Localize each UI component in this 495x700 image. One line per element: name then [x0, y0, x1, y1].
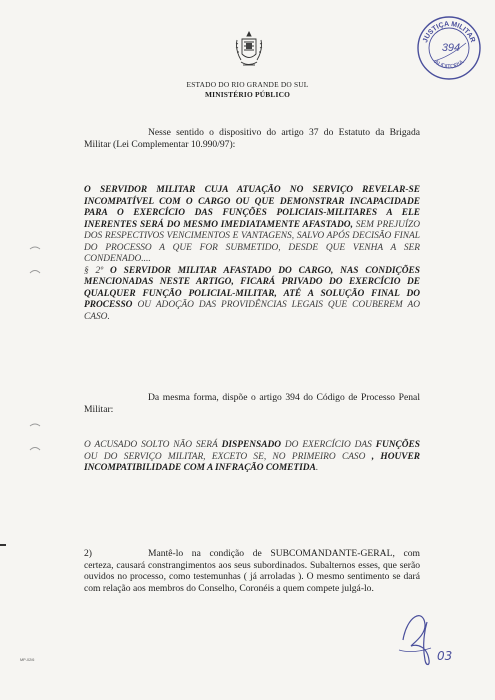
edge-mark [0, 544, 6, 546]
quote1-bold-2: O SERVIDOR MILITAR AFASTADO DO CARGO, NAS CONDIÇÕES MENCIONADAS NESTE ARTIGO, FICARÁ PRIVADO DO EXERCÍCIO DE QUALQUER FUNÇÃO POLICIAL-MILITAR, ATÉ A SOLUÇÃO FINAL DO PROCESSO [84, 265, 420, 310]
quote2-regular-1: O ACUSADO SOLTO NÃO SERÁ [84, 440, 222, 450]
quote1-bold-1: O SERVIDOR MILITAR CUJA ATUAÇÃO NO SERVIÇO REVELAR-SE INCOMPATÍVEL COM O CARGO OU QUE DEMONSTRAR INCAPACIDADE PARA O EXERCÍCIO DAS FUNÇÕES POLICIAIS-MILITARES A ELE INERENTES SERÁ DO MESMO IMEDIATAMENTE AFASTADO, [84, 185, 420, 230]
quote2-bold-3: , HOUVER INCOMPATIBILIDADE COM A INFRAÇÃO COMETIDA [84, 451, 421, 473]
coat-of-arms-icon [233, 30, 265, 72]
stamp-bottom-text: AUDITORIA [432, 59, 466, 71]
item-number: 2) [84, 548, 92, 559]
quote2-bold-2: FUNÇÕES [375, 440, 420, 450]
quote1-regular-1: SEM PREJUÍZO DOS RESPECTIVOS VENCIMENTOS E VANTAGENS, SALVO APÓS DECISÃO FINAL DO PROCESSO A QUE FOR SUBMETIDO, DESDE QUE VENHA A SER CONDENADO.... [84, 219, 420, 264]
paragraph-statute-intro: Nesse sentido o dispositivo do artigo 37 do Estatuto da Brigada Militar (Lei Complementar 10.990/97): [84, 127, 420, 150]
paragraph-code-intro: Da mesma forma, dispõe o artigo 394 do Código de Processo Penal Militar: [84, 392, 420, 415]
stamp-number: 394 [441, 42, 461, 54]
svg-text:AUDITORIA [433, 60, 465, 71]
item-2-text: Mantê-lo na condição de SUBCOMANDANTE-GERAL, com certeza, causará constrangimentos aos seus subordinados. Subalternos esses, que serão ouvidos no processo, como testemunhas ( já arroladas ). O mesmo sentimento se dará com relação aos membros do Conselho, Coronéis a quem compete julgá-lo. [84, 548, 420, 594]
paragraph-item-2 [84, 548, 420, 594]
quote-statute-article-37 [84, 185, 420, 323]
quote1-paragraph-sign: § 2º [84, 265, 110, 276]
binder-hole-mark [28, 243, 42, 279]
state-heading: ESTADO DO RIO GRANDE DO SUL [186, 80, 309, 89]
quote2-regular-3: OU DO SERVIÇO MILITAR, EXCETO SE, NO PRIMEIRO CASO [84, 451, 372, 462]
handwritten-initial [393, 602, 463, 672]
form-code: MP-02/6 [20, 658, 35, 662]
stamp-top-text: JUSTIÇA MILITAR [422, 20, 476, 44]
quote-code-article-394 [84, 440, 420, 475]
page-number: 03 [437, 649, 453, 663]
court-stamp [414, 13, 484, 83]
binder-hole-mark [28, 420, 42, 456]
quote1-regular-2: OU ADOÇÃO DAS PROVIDÊNCIAS LEGAIS QUE COUBEREM AO CASO. [84, 300, 420, 322]
quote2-regular-2: DO EXERCÍCIO DAS [281, 440, 376, 450]
quote2-regular-4: . [315, 463, 319, 473]
ministry-heading: MINISTÉRIO PÚBLICO [204, 90, 291, 99]
quote2-bold-1: DISPENSADO [221, 440, 282, 450]
